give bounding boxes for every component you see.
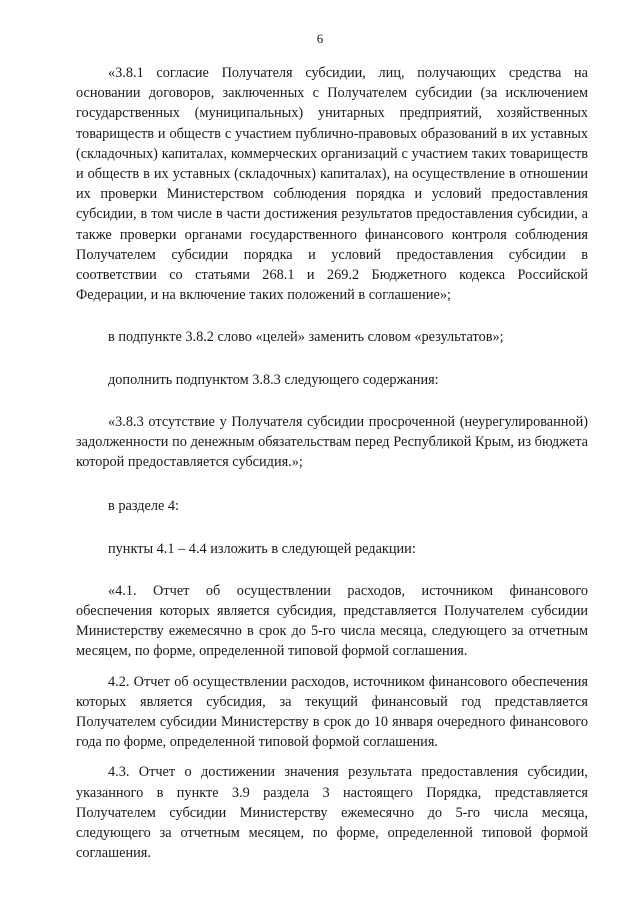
paragraph-4-3: 4.3. Отчет о достижении значения результата предоставления субсидии, указанного в пункте 3.9 раздела 3 настоящего Порядка, представляется Получателем субсидии Министерству ежемесячно до 5-го числа месяца, следующего за отчетным месяцем, по форме, определенной типовой формой соглашения.: [76, 764, 588, 862]
paragraph-add-3-8-3: дополнить подпунктом 3.8.3 следующего содержания:: [108, 371, 439, 388]
paragraph-3-8-3: «3.8.3 отсутствие у Получателя субсидии просроченной (неурегулированной) задолженности по денежным обязательствам перед Республикой Крым, из бюджета которой предоставляется субсидия.»;: [76, 413, 588, 471]
document-body: [76, 63, 588, 864]
paragraph-amend-3-8-2: в подпункте 3.8.2 слово «целей» заменить словом «результатов»;: [108, 329, 504, 346]
paragraph-section-4: в разделе 4:: [108, 498, 180, 515]
paragraph-3-8-1: «3.8.1 согласие Получателя субсидии, лиц, получающих средства на основании договоров, заключенных с Получателем субсидии (за исключением государственных (муниципальных) унитарных предприятий, хозяйственных товариществ и обществ с участием публично-правовых образований в их уставных (складочных) капиталах, коммерческих организаций с участием таких товариществ и обществ в их уставных (складочных) капиталах), на осуществление в отношении их проверки Министерством соблюдения порядка и условий предоставления субсидии, в том числе в части достижения результатов предоставления субсидии, а также проверки органами государственного финансового контроля соблюдения Получателем субсидии порядка и условий предоставления субсидии в соответствии со статьями 268.1 и 269.2 Бюджетного кодекса Российской Федерации, и на включение таких положений в соглашение»;: [76, 65, 588, 304]
paragraph-4-1: «4.1. Отчет об осуществлении расходов, источником финансового обеспечения которых является субсидия, представляется Получателем субсидии Министерству ежемесячно в срок до 5-го числа месяца, следующего за отчетным месяцем, по форме, определенной типовой формой соглашения.: [76, 582, 588, 660]
page-number: 6: [316, 31, 324, 46]
paragraph-4-2: 4.2. Отчет об осуществлении расходов, источником финансового обеспечения которых является субсидия, за текущий финансовый год представляется Получателем субсидии Министерству в срок до 10 января очередного финансового года по форме, определенной типовой формой соглашения.: [76, 673, 588, 751]
paragraph-points-4-1-4-4: пункты 4.1 – 4.4 изложить в следующей редакции:: [108, 540, 416, 557]
